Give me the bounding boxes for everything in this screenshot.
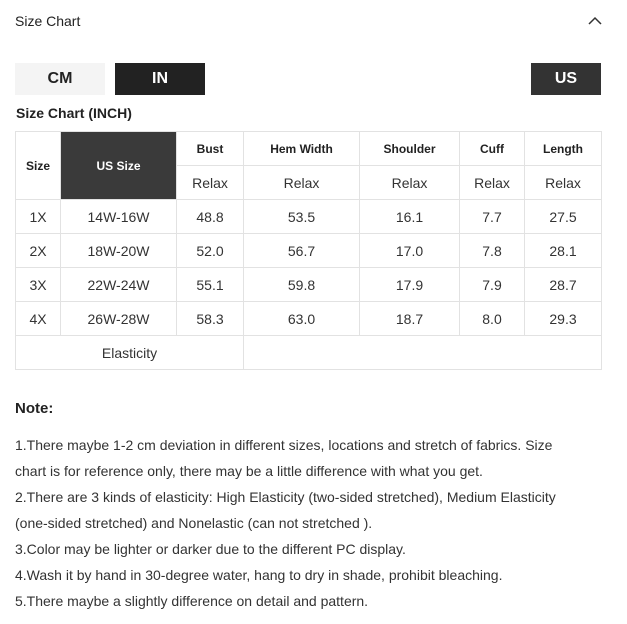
table-row [16,234,602,268]
region-us-button[interactable]: US [531,63,601,95]
value-cell: 63.0 [244,302,360,336]
note-line: 1.There maybe 1-2 cm deviation in different sizes, locations and stretch of fabrics. Size [15,437,553,453]
us-size-cell: 26W-28W [61,302,177,336]
us-size-header: US Size [61,132,177,200]
table-header-row [16,132,602,166]
value-cell: 18.7 [360,302,460,336]
column-header: Bust [177,132,244,166]
size-chart-title: Size Chart [15,13,81,29]
elasticity-value [244,336,602,370]
value-cell: 28.7 [525,268,602,302]
column-header: Shoulder [360,132,460,166]
us-size-cell: 14W-16W [61,200,177,234]
column-subheader: Relax [460,166,525,200]
value-cell: 17.9 [360,268,460,302]
us-size-cell: 22W-24W [61,268,177,302]
unit-cm-button[interactable]: CM [15,63,105,95]
value-cell: 7.8 [460,234,525,268]
table-row [16,302,602,336]
note-line: (one-sided stretched) and Nonelastic (can not stretched ). [15,515,373,531]
size-table [15,131,602,370]
size-cell: 3X [16,268,61,302]
value-cell: 7.7 [460,200,525,234]
table-caption: Size Chart (INCH) [16,105,132,121]
elasticity-row [16,336,602,370]
value-cell: 48.8 [177,200,244,234]
note-line: 3.Color may be lighter or darker due to the different PC display. [15,541,406,557]
note-line: 5.There maybe a slightly difference on detail and pattern. [15,593,369,609]
note-title: Note: [15,400,54,417]
table-row [16,268,602,302]
size-chart-header[interactable] [15,12,605,32]
column-header: Cuff [460,132,525,166]
chevron-up-icon[interactable] [587,13,603,29]
column-subheader: Relax [244,166,360,200]
column-subheader: Relax [177,166,244,200]
value-cell: 29.3 [525,302,602,336]
elasticity-label: Elasticity [16,336,244,370]
note-line: 2.There are 3 kinds of elasticity: High Elasticity (two-sided stretched), Medium Elasticity [15,489,556,505]
value-cell: 28.1 [525,234,602,268]
value-cell: 59.8 [244,268,360,302]
column-header: Hem Width [244,132,360,166]
value-cell: 56.7 [244,234,360,268]
note-line: 4.Wash it by hand in 30-degree water, hang to dry in shade, prohibit bleaching. [15,567,503,583]
column-header: Length [525,132,602,166]
value-cell: 7.9 [460,268,525,302]
unit-in-button[interactable]: IN [115,63,205,95]
table-row [16,200,602,234]
size-cell: 4X [16,302,61,336]
size-cell: 1X [16,200,61,234]
value-cell: 52.0 [177,234,244,268]
note-line: chart is for reference only, there may be a little difference with what you get. [15,463,483,479]
note-section [15,400,605,614]
value-cell: 58.3 [177,302,244,336]
value-cell: 16.1 [360,200,460,234]
value-cell: 53.5 [244,200,360,234]
size-cell: 2X [16,234,61,268]
value-cell: 27.5 [525,200,602,234]
value-cell: 8.0 [460,302,525,336]
column-subheader: Relax [525,166,602,200]
column-subheader: Relax [360,166,460,200]
value-cell: 55.1 [177,268,244,302]
value-cell: 17.0 [360,234,460,268]
size-header: Size [16,132,61,200]
us-size-cell: 18W-20W [61,234,177,268]
